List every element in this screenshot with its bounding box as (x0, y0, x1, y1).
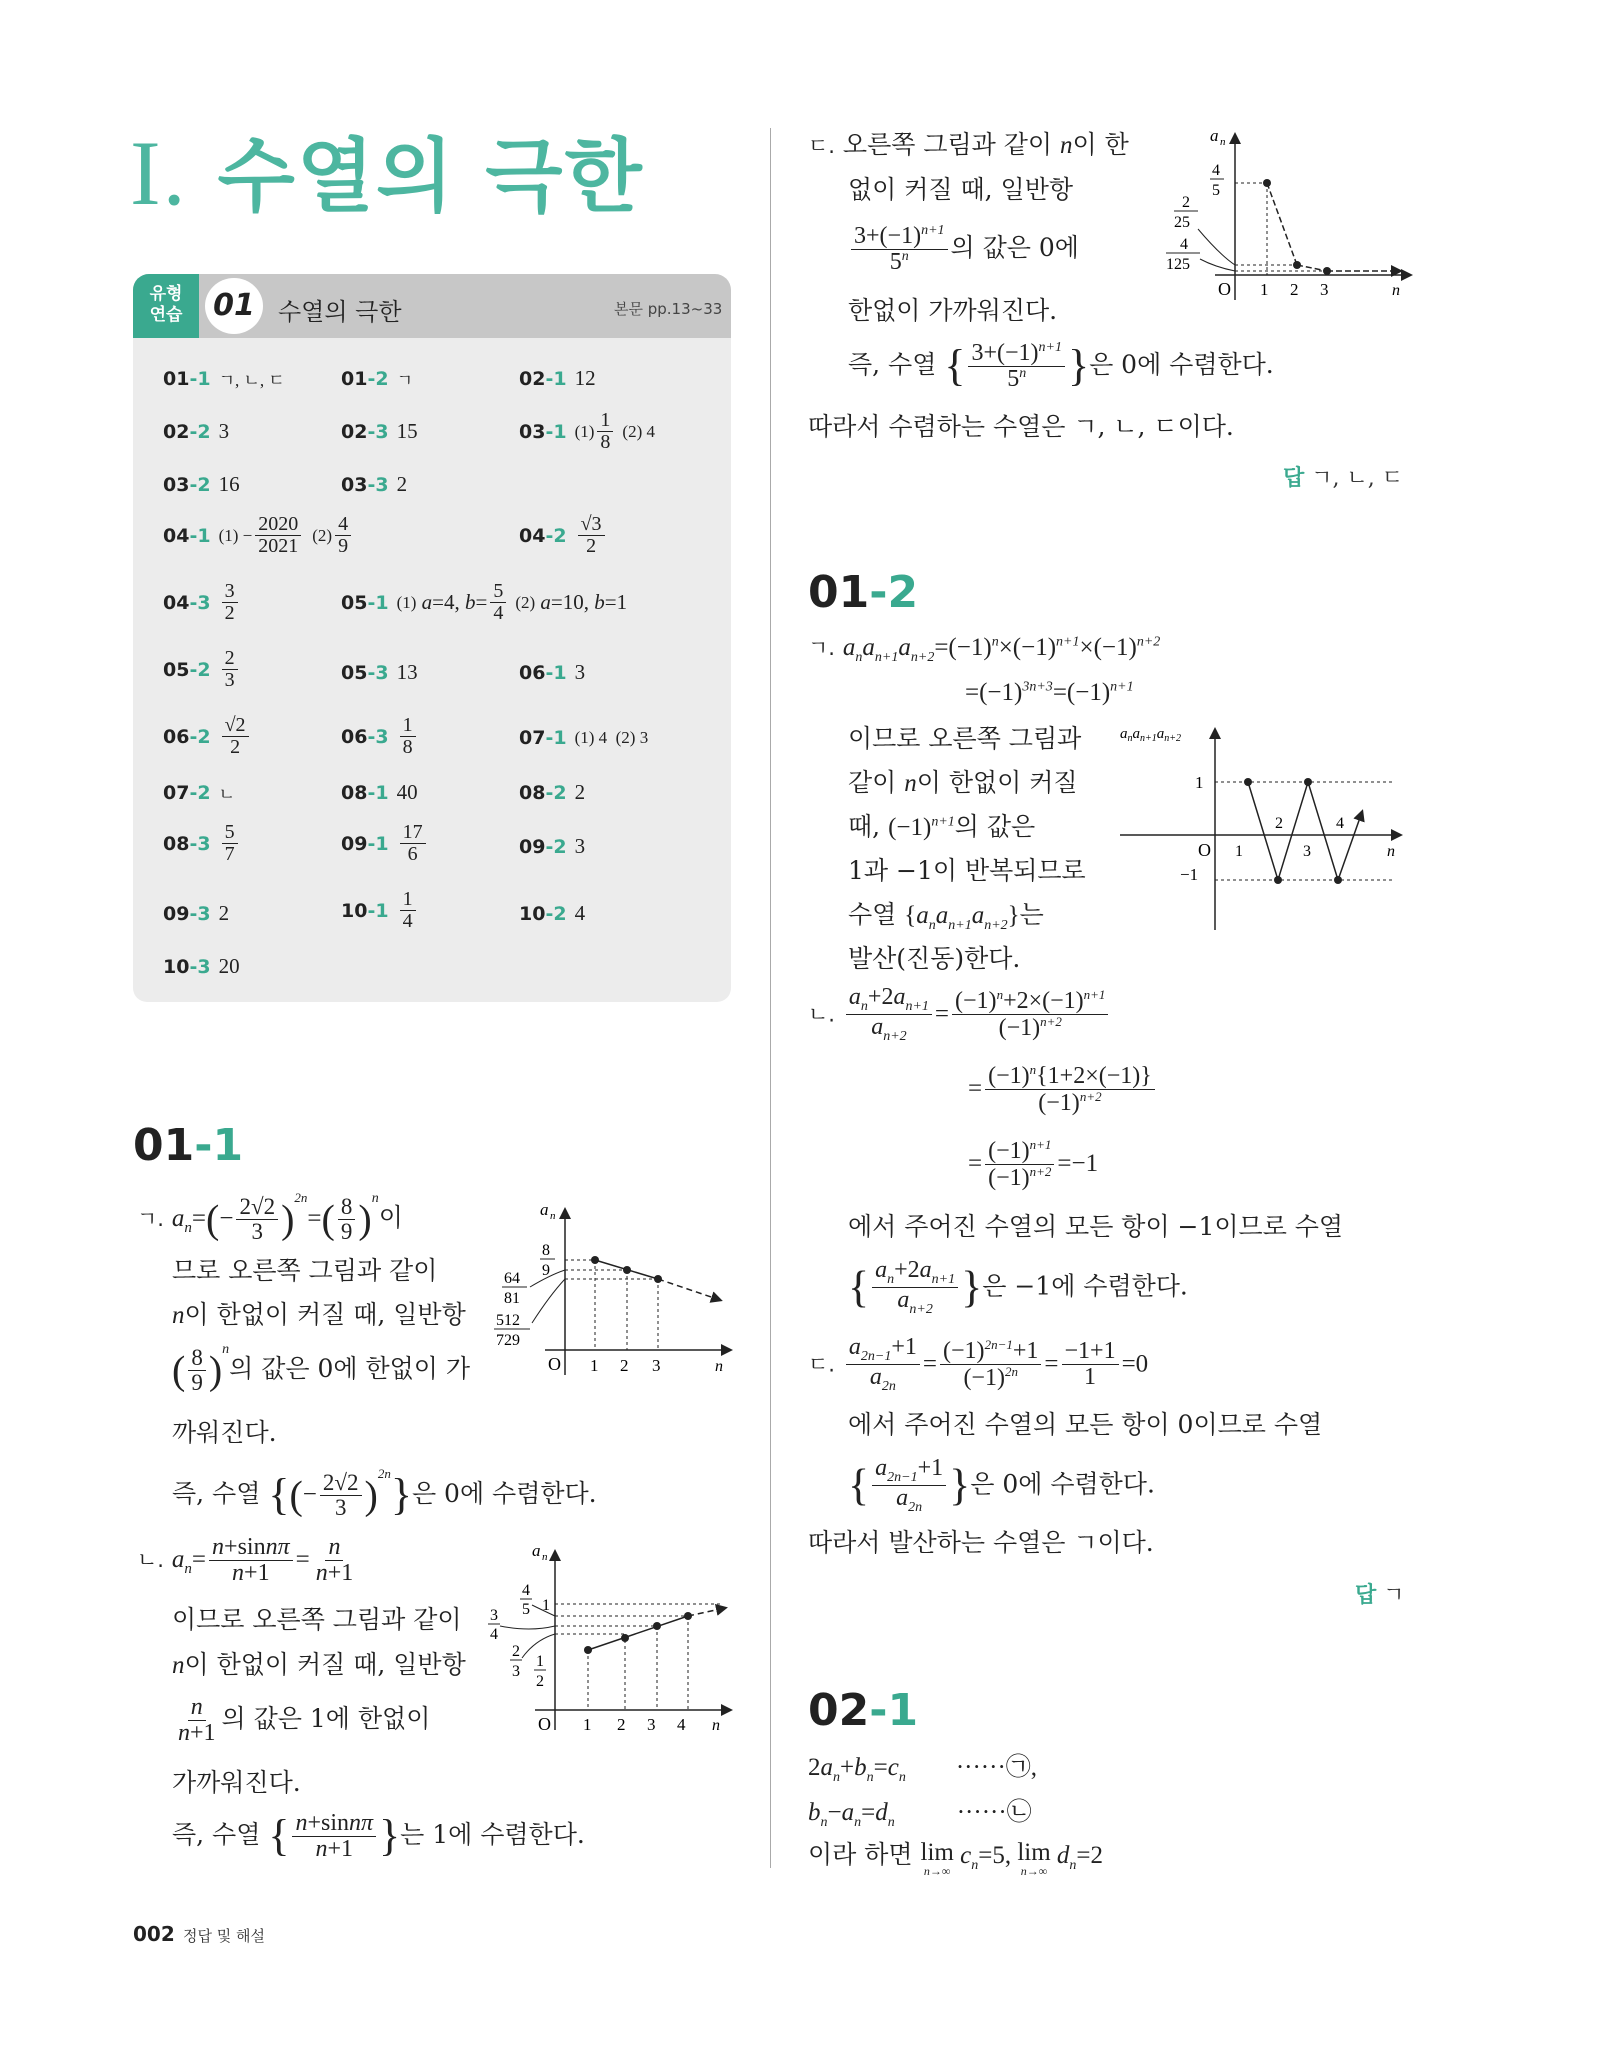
svg-text:2: 2 (620, 1356, 629, 1375)
graph-d (1110, 720, 1410, 935)
svg-text:2: 2 (536, 1673, 544, 1690)
svg-text:1: 1 (1260, 280, 1269, 299)
section-01-2-heading: 01-2 (808, 567, 919, 618)
item-b-line2: n이 한없이 커질 때, 일반항 (172, 1650, 466, 1679)
answer-04-1: 04-1 (1) − $\frac{2020}{2021}$ (2) $\frac{4}{9}$ (163, 514, 354, 557)
item-b-conclusion: 즉, 수열 { $\frac{n+\sin n\pi}{n+1}$ }는 1에 수렴한다. (172, 1809, 585, 1862)
svg-text:2: 2 (1275, 815, 1283, 832)
s012-b-eq3: = $\frac{(-1)^{n+1}}{(-1)^{n+2}}$ =−1 (968, 1137, 1099, 1192)
s021-line3: 이라 하면 lim n→∞ $c_n=5$, lim n→∞ $d_n=2$ (808, 1839, 1104, 1878)
graph-b (480, 1540, 740, 1740)
svg-text:3: 3 (647, 1715, 656, 1734)
item-c-line3: $\frac{3+(-1)^{n+1}}{5^n}$ 의 값은 0에 (848, 224, 1079, 275)
graph-c (1160, 125, 1420, 310)
practice-badge: 유형 연습 (133, 274, 199, 338)
s012-b-eq2: = $\frac{(-1)^n\{1+2\times(-1)\}}{(-1)^{n+2}}$ (968, 1063, 1158, 1116)
answer-08-3: 08-3 $\frac{5}{7}$ (163, 822, 241, 865)
s012-b-text: 에서 주어진 수열의 모든 항이 −1이므로 수열 (848, 1212, 1344, 1241)
answer-01-1: 01-1 ㄱ, ㄴ, ㄷ (163, 367, 285, 390)
svg-text:4: 4 (522, 1582, 530, 1599)
s012-a-line1: 이므로 오른쪽 그림과 (848, 724, 1082, 753)
svg-text:O: O (538, 1714, 551, 1734)
answer-02-2: 02-2 3 (163, 419, 230, 443)
item-c-line2: 없이 커질 때, 일반항 (848, 175, 1073, 204)
svg-text:2: 2 (1290, 280, 1299, 299)
svg-text:a: a (532, 1541, 541, 1560)
s012-a-eq2: $=(-1)^{3n+3}=(-1)^{n+1}$ (965, 679, 1134, 706)
svg-text:3: 3 (490, 1607, 498, 1624)
svg-text:n: n (550, 1210, 556, 1222)
final-01-2: 따라서 발산하는 수열은 ㄱ이다. (808, 1528, 1154, 1557)
answer-10-2: 10-2 4 (519, 901, 586, 925)
page-number: 002 (133, 1922, 175, 1946)
s012-a-line2: 같이 n이 한없이 커질 (848, 768, 1078, 797)
s012-a-eq1: ㄱ. $a_na_{n+1}a_{n+2}=(-1)^n\times(-1)^{n+1}\times(-1)^{n+2}$ (808, 634, 1161, 665)
footer-label: 정답 및 해설 (183, 1927, 265, 1945)
item-a-conclusion: 즉, 수열 {(− $\frac{2√2}{3}$ )$^{2n}$}은 0에 수렴한다. (172, 1466, 597, 1520)
practice-pages: 본문 pp.13~33 (614, 300, 723, 318)
item-a-line4: 까워진다. (172, 1418, 277, 1447)
s012-a-line5: 수열 $\{a_na_{n+1}a_{n+2}\}$는 (848, 900, 1044, 933)
svg-text:1: 1 (536, 1653, 544, 1670)
svg-text:1: 1 (590, 1356, 599, 1375)
svg-text:1: 1 (1195, 773, 1204, 792)
svg-text:4: 4 (1212, 162, 1220, 179)
section-02-1-heading: 02-1 (808, 1685, 919, 1736)
svg-text:1: 1 (1235, 843, 1243, 860)
s012-a-line3: 때, $(-1)^{n+1}$의 값은 (848, 812, 1036, 841)
svg-text:2: 2 (1182, 194, 1190, 211)
svg-text:512: 512 (496, 1312, 520, 1329)
svg-text:−1: −1 (1180, 865, 1199, 884)
graph-a (490, 1195, 740, 1395)
s012-b-eq1: ㄴ. $\frac{a_n+2a_{n+1}}{a_{n+2}}$ = $\frac{(-1)^n+2\times(-1)^{n+1}}{(-1)^{n+2}}$ (808, 985, 1111, 1045)
svg-text:O: O (1198, 840, 1211, 860)
answer-07-1: 07-1 (1) 4 (2) 3 (519, 727, 649, 749)
svg-text:4: 4 (490, 1626, 498, 1643)
s012-b-conclusion: { $\frac{a_n+2a_{n+1}}{a_{n+2}}$ }은 −1에 수렴한다. (848, 1257, 1188, 1318)
s012-c-eq: ㄷ. $\frac{a_{2n-1}+1}{a_{2n}}$ = $\frac{(-1)^{2n-1}+1}{(-1)^{2n}}$ = $\frac{-1+1}{1}$ =0 (808, 1334, 1149, 1395)
answer-05-1: 05-1 (1) a=4, b= $\frac{5}{4}$ (2) a=10, b=1 (341, 580, 628, 624)
answer-05-2: 05-2 $\frac{2}{3}$ (163, 648, 241, 691)
svg-text:4: 4 (1336, 815, 1344, 832)
svg-text:n: n (1387, 843, 1395, 860)
practice-number: 01 (205, 278, 263, 334)
svg-text:n: n (1220, 136, 1226, 148)
svg-text:25: 25 (1174, 214, 1190, 231)
svg-text:n: n (712, 1717, 720, 1734)
chapter-title: I. 수열의 극한 (130, 122, 644, 224)
s021-eq1: $2a_n+b_n=c_n$ ······㉠, (808, 1754, 1038, 1785)
svg-text:4: 4 (677, 1715, 686, 1734)
answer-09-2: 09-2 3 (519, 834, 586, 858)
svg-text:3: 3 (512, 1663, 520, 1680)
item-a-line3: ( $\frac{8}{9}$ )$^n$의 값은 0에 한없이 가 (172, 1342, 471, 1395)
svg-text:2: 2 (617, 1715, 626, 1734)
item-c-line1: ㄷ. 오른쪽 그림과 같이 n이 한 (808, 130, 1129, 159)
answer-08-2: 08-2 2 (519, 780, 586, 804)
s012-c-conclusion: { $\frac{a_{2n-1}+1}{a_{2n}}$ }은 0에 수렴한다. (848, 1455, 1155, 1516)
column-divider (770, 128, 771, 1868)
answer-06-3: 06-3 $\frac{1}{8}$ (341, 715, 419, 758)
answer-02-1: 02-1 12 (519, 366, 596, 390)
svg-text:O: O (548, 1354, 561, 1374)
svg-text:2: 2 (512, 1643, 520, 1660)
answer-10-1: 10-1 $\frac{1}{4}$ (341, 889, 419, 932)
svg-text:a: a (540, 1200, 549, 1219)
s021-eq2: $b_n-a_n=d_n$ ······㉡ (808, 1799, 1032, 1830)
answer-05-3: 05-3 13 (341, 660, 418, 684)
answer-02-3: 02-3 15 (341, 419, 418, 443)
svg-text:O: O (1218, 279, 1231, 299)
answer-09-3: 09-3 2 (163, 901, 230, 925)
answer-08-1: 08-1 40 (341, 780, 418, 804)
answer-07-2: 07-2 ㄴ (163, 781, 236, 804)
answer-04-3: 04-3 $\frac{3}{2}$ (163, 581, 241, 624)
svg-text:n: n (542, 1551, 548, 1563)
item-b-formula: ㄴ. $a_n=$ $\frac{n+\sin n\pi}{n+1}$ = $\frac{n}{n+1}$ (137, 1534, 354, 1587)
item-c-conclusion: 즉, 수열 { $\frac{3+(-1)^{n+1}}{5^n}$ }은 0에 수렴한다. (848, 339, 1274, 392)
svg-text:9: 9 (542, 1262, 550, 1279)
answer-01-2: 01-2 ㄱ (341, 367, 414, 390)
svg-text:81: 81 (504, 1290, 520, 1307)
svg-text:125: 125 (1166, 256, 1190, 273)
s012-a-line6: 발산(진동)한다. (848, 944, 1021, 973)
svg-text:1: 1 (542, 1597, 550, 1614)
item-a-line1: 므로 오른쪽 그림과 같이 (172, 1256, 438, 1285)
svg-text:1: 1 (583, 1715, 592, 1734)
svg-text:n: n (1392, 282, 1400, 299)
answer-10-3: 10-3 20 (163, 954, 240, 978)
answer-03-1: 03-1 (1) $\frac{1}{8}$ (2) 4 (519, 409, 655, 453)
item-a-line2: n이 한없이 커질 때, 일반항 (172, 1300, 466, 1329)
item-c-line4: 한없이 가까워진다. (848, 296, 1058, 325)
svg-text:4: 4 (1180, 236, 1188, 253)
svg-text:3: 3 (1320, 280, 1329, 299)
item-b-line1: 이므로 오른쪽 그림과 같이 (172, 1605, 462, 1634)
answer-03-2: 03-2 16 (163, 472, 240, 496)
svg-text:5: 5 (1212, 182, 1220, 199)
s012-c-text: 에서 주어진 수열의 모든 항이 0이므로 수열 (848, 1410, 1323, 1439)
svg-text:anan+1an+2: $a_na_{n+1}a_{n+2}$ (1120, 726, 1181, 744)
svg-text:8: 8 (542, 1242, 550, 1259)
svg-text:64: 64 (504, 1270, 520, 1287)
final-01-1: 따라서 수렴하는 수열은 ㄱ, ㄴ, ㄷ이다. (808, 412, 1234, 441)
svg-text:a: a (1210, 126, 1219, 145)
answer-09-1: 09-1 $\frac{17}{6}$ (341, 822, 429, 865)
svg-text:729: 729 (496, 1332, 520, 1349)
svg-text:n: n (715, 1358, 723, 1375)
svg-text:5: 5 (522, 1601, 530, 1618)
section-01-1-heading: 01-1 (133, 1120, 244, 1171)
answer-06-2: 06-2 $\frac{√2}{2}$ (163, 715, 252, 758)
svg-text:3: 3 (652, 1356, 661, 1375)
answer-01-2-result: 답 ㄱ (1355, 1583, 1405, 1608)
item-a-formula: ㄱ. $a_n=(-$ $\frac{2√2}{3}$ )$^{2n}$=( $\frac{8}{9}$ )$^n$이 (137, 1190, 403, 1244)
answer-06-1: 06-1 3 (519, 660, 586, 684)
item-b-line3: $\frac{n}{n+1}$ 의 값은 1에 한없이 (178, 1694, 431, 1747)
answer-03-3: 03-3 2 (341, 472, 408, 496)
s012-a-line4: 1과 −1이 반복되므로 (848, 856, 1086, 885)
answer-04-2: 04-2 $\frac{√3}{2}$ (519, 514, 608, 557)
answer-01-1-result: 답 ㄱ, ㄴ, ㄷ (1283, 466, 1403, 491)
item-b-line4: 가까워진다. (172, 1768, 301, 1797)
practice-title: 수열의 극한 (278, 298, 402, 326)
svg-text:3: 3 (1303, 843, 1311, 860)
